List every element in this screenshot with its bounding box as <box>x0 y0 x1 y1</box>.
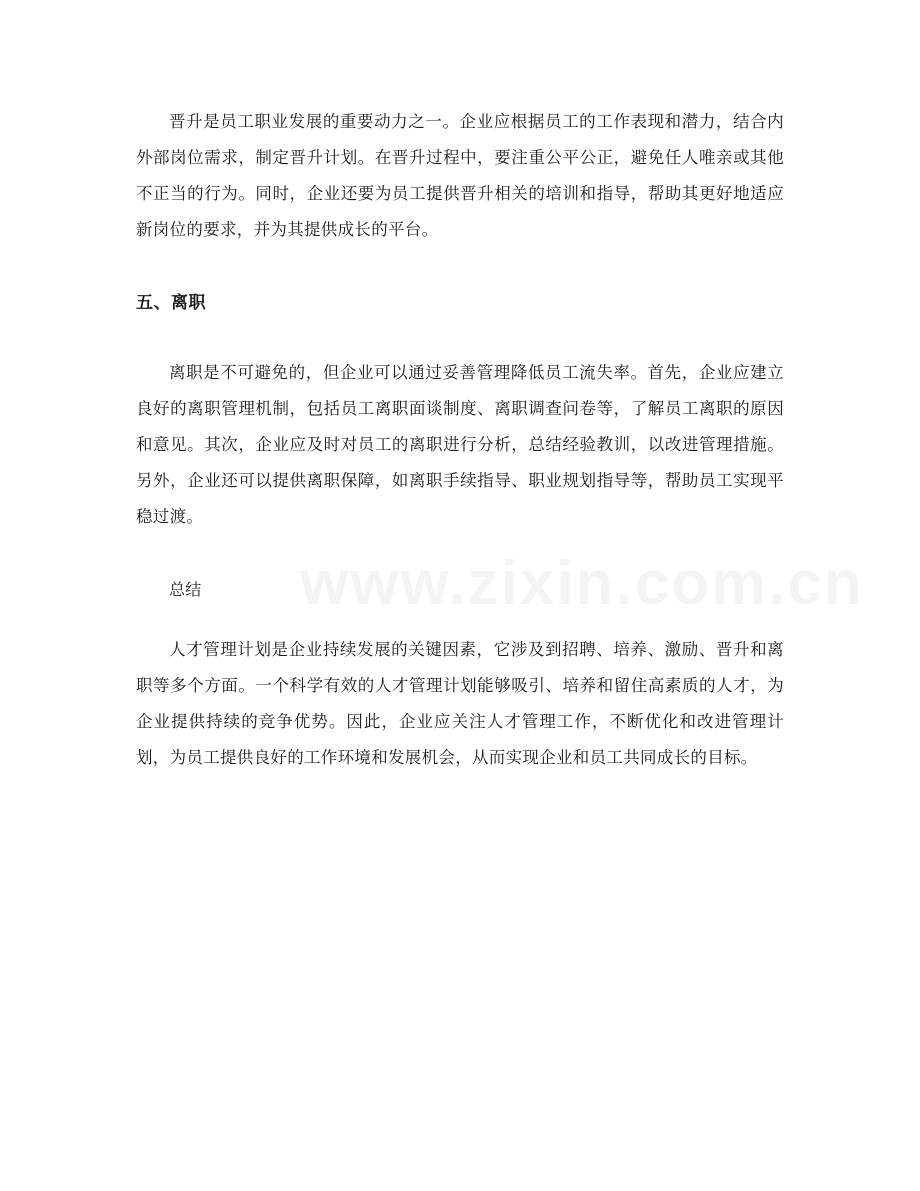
summary-title: 总结 <box>169 580 202 599</box>
paragraph-resignation: 离职是不可避免的，但企业可以通过妥善管理降低员工流失率。首先，企业应建立良好的离职管理机制，包括员工离职面谈制度、离职调查问卷等，了解员工离职的原因和意见。其次，企业应及时对员工的离职进行分析，总结经验教训，以改进管理措施。另外，企业还可以提供离职保障，如离职手续指导、职业规划指导等，帮助员工实现平稳过渡。 <box>136 363 784 526</box>
document-body <box>136 104 784 813</box>
section-heading-resignation: 五、离职 <box>136 293 206 313</box>
paragraph-summary: 人才管理计划是企业持续发展的关键因素，它涉及到招聘、培养、激励、晋升和离职等多个方面。一个科学有效的人才管理计划能够吸引、培养和留住高素质的人才，为企业提供持续的竞争优势。因此，企业应关注人才管理工作，不断优化和改进管理计划，为员工提供良好的工作环境和发展机会，从而实现企业和员工共同成长的目标。 <box>136 640 784 767</box>
paragraph-promotion: 晋升是员工职业发展的重要动力之一。企业应根据员工的工作表现和潜力，结合内外部岗位需求，制定晋升计划。在晋升过程中，要注重公平公正，避免任人唯亲或其他不正当的行为。同时，企业还要为员工提供晋升相关的培训和指导，帮助其更好地适应新岗位的要求，并为其提供成长的平台。 <box>136 112 784 239</box>
